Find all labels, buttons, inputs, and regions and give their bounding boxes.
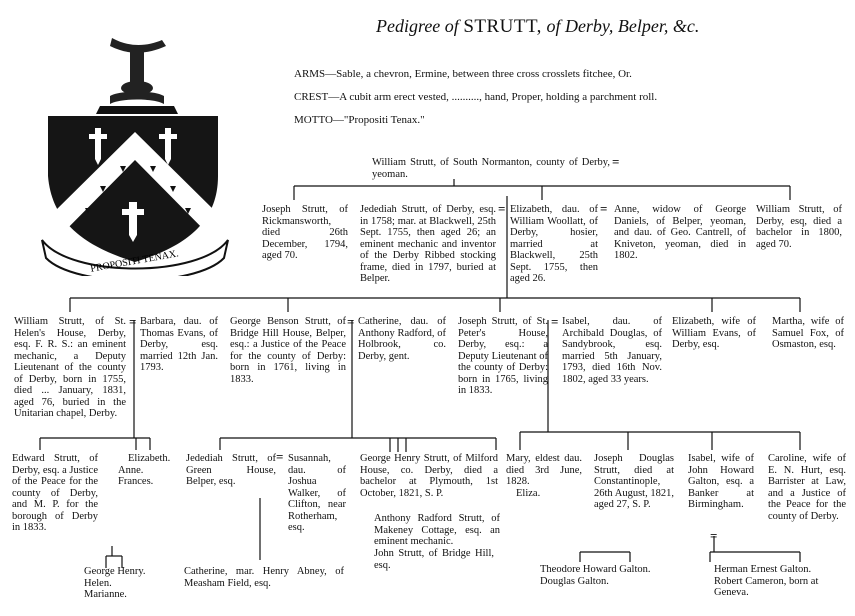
galton-children-2: [714, 564, 850, 599]
barbara-evans: Barbara, dau. of Thomas Evans, of Derby, esq. married 12th Jan. 1793.: [140, 316, 218, 373]
george-benson-strutt: George Benson Strutt, of Bridge Hill House, Belper, esq.: a Justice of the Peace for the county of Derby: born in 1761, living in 1833.: [230, 316, 346, 385]
anne-daniels: Anne, widow of George Daniels, of Belper, yeoman, and dau. of Geo. Cantrell, of Kniveton, yeoman, died in 1802.: [614, 204, 746, 261]
title-suffix: of Derby, Belper, &c.: [546, 16, 700, 36]
child-anne: Anne.: [118, 464, 144, 476]
child-elizabeth: Elizabeth.: [128, 453, 171, 464]
marriage-sign: =: [498, 201, 506, 216]
title-name: STRUTT,: [463, 16, 542, 37]
child-george-henry: George Henry.: [84, 566, 146, 577]
isabel-douglas: Isabel, dau. of Archibald Douglas, of Sandybrook, esq. married 5th January, 1793, died 16th Nov. 1802, aged 33 years.: [562, 316, 662, 385]
joseph-douglas-strutt: Joseph Douglas Strutt, died at Constantinople, 26th August, 1821, aged 27, S. P.: [594, 453, 674, 510]
william-strutt-st-helens: William Strutt, of St. Helen's House, Derby, esq. F. R. S.: an eminent mechanic, a Deputy Lieutenant of the county of Derby, born in 1755, died ... January, 1831, aged 76, buried in the Unitarian chapel, Derby.: [14, 316, 126, 419]
motto-line: MOTTO—"Propositi Tenax.": [294, 114, 425, 126]
child-frances: Frances.: [118, 476, 154, 487]
catherine-radford: Catherine, dau. of Anthony Radford, of Holbrook, co. Derby, gent.: [358, 316, 446, 362]
william-strutt-normanton: William Strutt, of South Normanton, county of Derby, yeoman.: [372, 157, 610, 180]
marriage-sign: =: [600, 201, 608, 216]
marriage-sign: =: [129, 314, 137, 329]
martha-fox: Martha, wife of Samuel Fox, of Osmaston, esq.: [772, 316, 844, 350]
edward-children: [84, 566, 174, 601]
arms-line: ARMS—Sable, a chevron, Ermine, between three cross crosslets fitchee, Or.: [294, 68, 632, 80]
marriage-sign: =: [710, 528, 718, 543]
marriage-sign: =: [347, 314, 355, 329]
child-robert: Robert Cameron, born at Geneva.: [714, 575, 819, 598]
elizabeth-woollatt: Elizabeth, dau. of William Woollatt, of Derby, hosier, married at Blackwell, 25th Sept. 1755, then aged 26.: [510, 204, 598, 284]
joseph-strutt-st-peters: Joseph Strutt, of St. Peter's House, Derby, esq.: a Deputy Lieutenant of the county of Derby: born in 1765, living in 1833.: [458, 316, 548, 396]
caroline-hurt: Caroline, wife of E. N. Hurt, esq. Barrister at Law, and a Justice of the Peace for the county of Derby.: [768, 453, 846, 522]
marriage-sign: =: [551, 314, 559, 329]
elizabeth-evans: Elizabeth, wife of William Evans, of Derby, esq.: [672, 316, 756, 350]
edward-strutt: Edward Strutt, of Derby, esq. a Justice of the Peace for the county of Derby, and M. P. for the borough of Derby in 1833.: [12, 453, 98, 533]
marriage-sign: =: [276, 449, 284, 464]
title-prefix: Pedigree of: [376, 16, 459, 36]
galton-children-1: [540, 564, 690, 587]
child-helen: Helen.: [84, 577, 112, 589]
jedediah-strutt-green-house: Jedediah Strutt, of Green House, Belper, esq.: [186, 453, 276, 487]
marriage-sign: =: [612, 154, 620, 169]
child-marianne: Marianne.: [84, 589, 127, 600]
joseph-strutt-rickmansworth: Joseph Strutt, of Rickmansworth, died 26th December, 1794, aged 70.: [262, 204, 348, 261]
isabel-galton: Isabel, wife of John Howard Galton, esq. a Banker at Birmingham.: [688, 453, 754, 510]
catherine-abney: Catherine, mar. Henry Abney, of Measham Field, esq.: [184, 566, 344, 589]
child-herman: Herman Ernest Galton.: [714, 564, 812, 575]
elizabeth-anne-frances: [118, 453, 176, 488]
anthony-radford-strutt: Anthony Radford Strutt, of Makeney Cottage, esq. an eminent mechanic.: [374, 513, 500, 547]
child-douglas: Douglas Galton.: [540, 575, 609, 587]
john-strutt: John Strutt, of Bridge Hill, esq.: [374, 548, 494, 571]
susannah-walker: Susannah, dau. of Joshua Walker, of Clifton, near Rotherham, esq.: [288, 453, 346, 533]
eliza-strutt: Eliza.: [516, 488, 541, 499]
mary-strutt: Mary, eldest dau. died 3rd June, 1828.: [506, 453, 582, 487]
child-theodore: Theodore Howard Galton.: [540, 564, 651, 575]
crest-line: CREST—A cubit arm erect vested, .........., hand, Proper, holding a parchment roll.: [294, 91, 658, 103]
motto-scroll-text: PROPOSITI TENAX.: [89, 248, 180, 275]
jedediah-strutt-derby: Jedediah Strutt, of Derby, esq. in 1758; mar. at Blackwell, 25th Sept. 1755, then aged 26; an eminent mechanic and inventor of the Derby Ribbed stocking frame, died in 1797, buried at Belper.: [360, 204, 496, 284]
william-strutt-bachelor: William Strutt, of Derby, esq, died a bachelor in 1800, aged 70.: [756, 204, 842, 250]
george-henry-strutt: George Henry Strutt, of Milford House, co. Derby, died a bachelor at Plymouth, 1st October, 1821, S. P.: [360, 453, 498, 499]
